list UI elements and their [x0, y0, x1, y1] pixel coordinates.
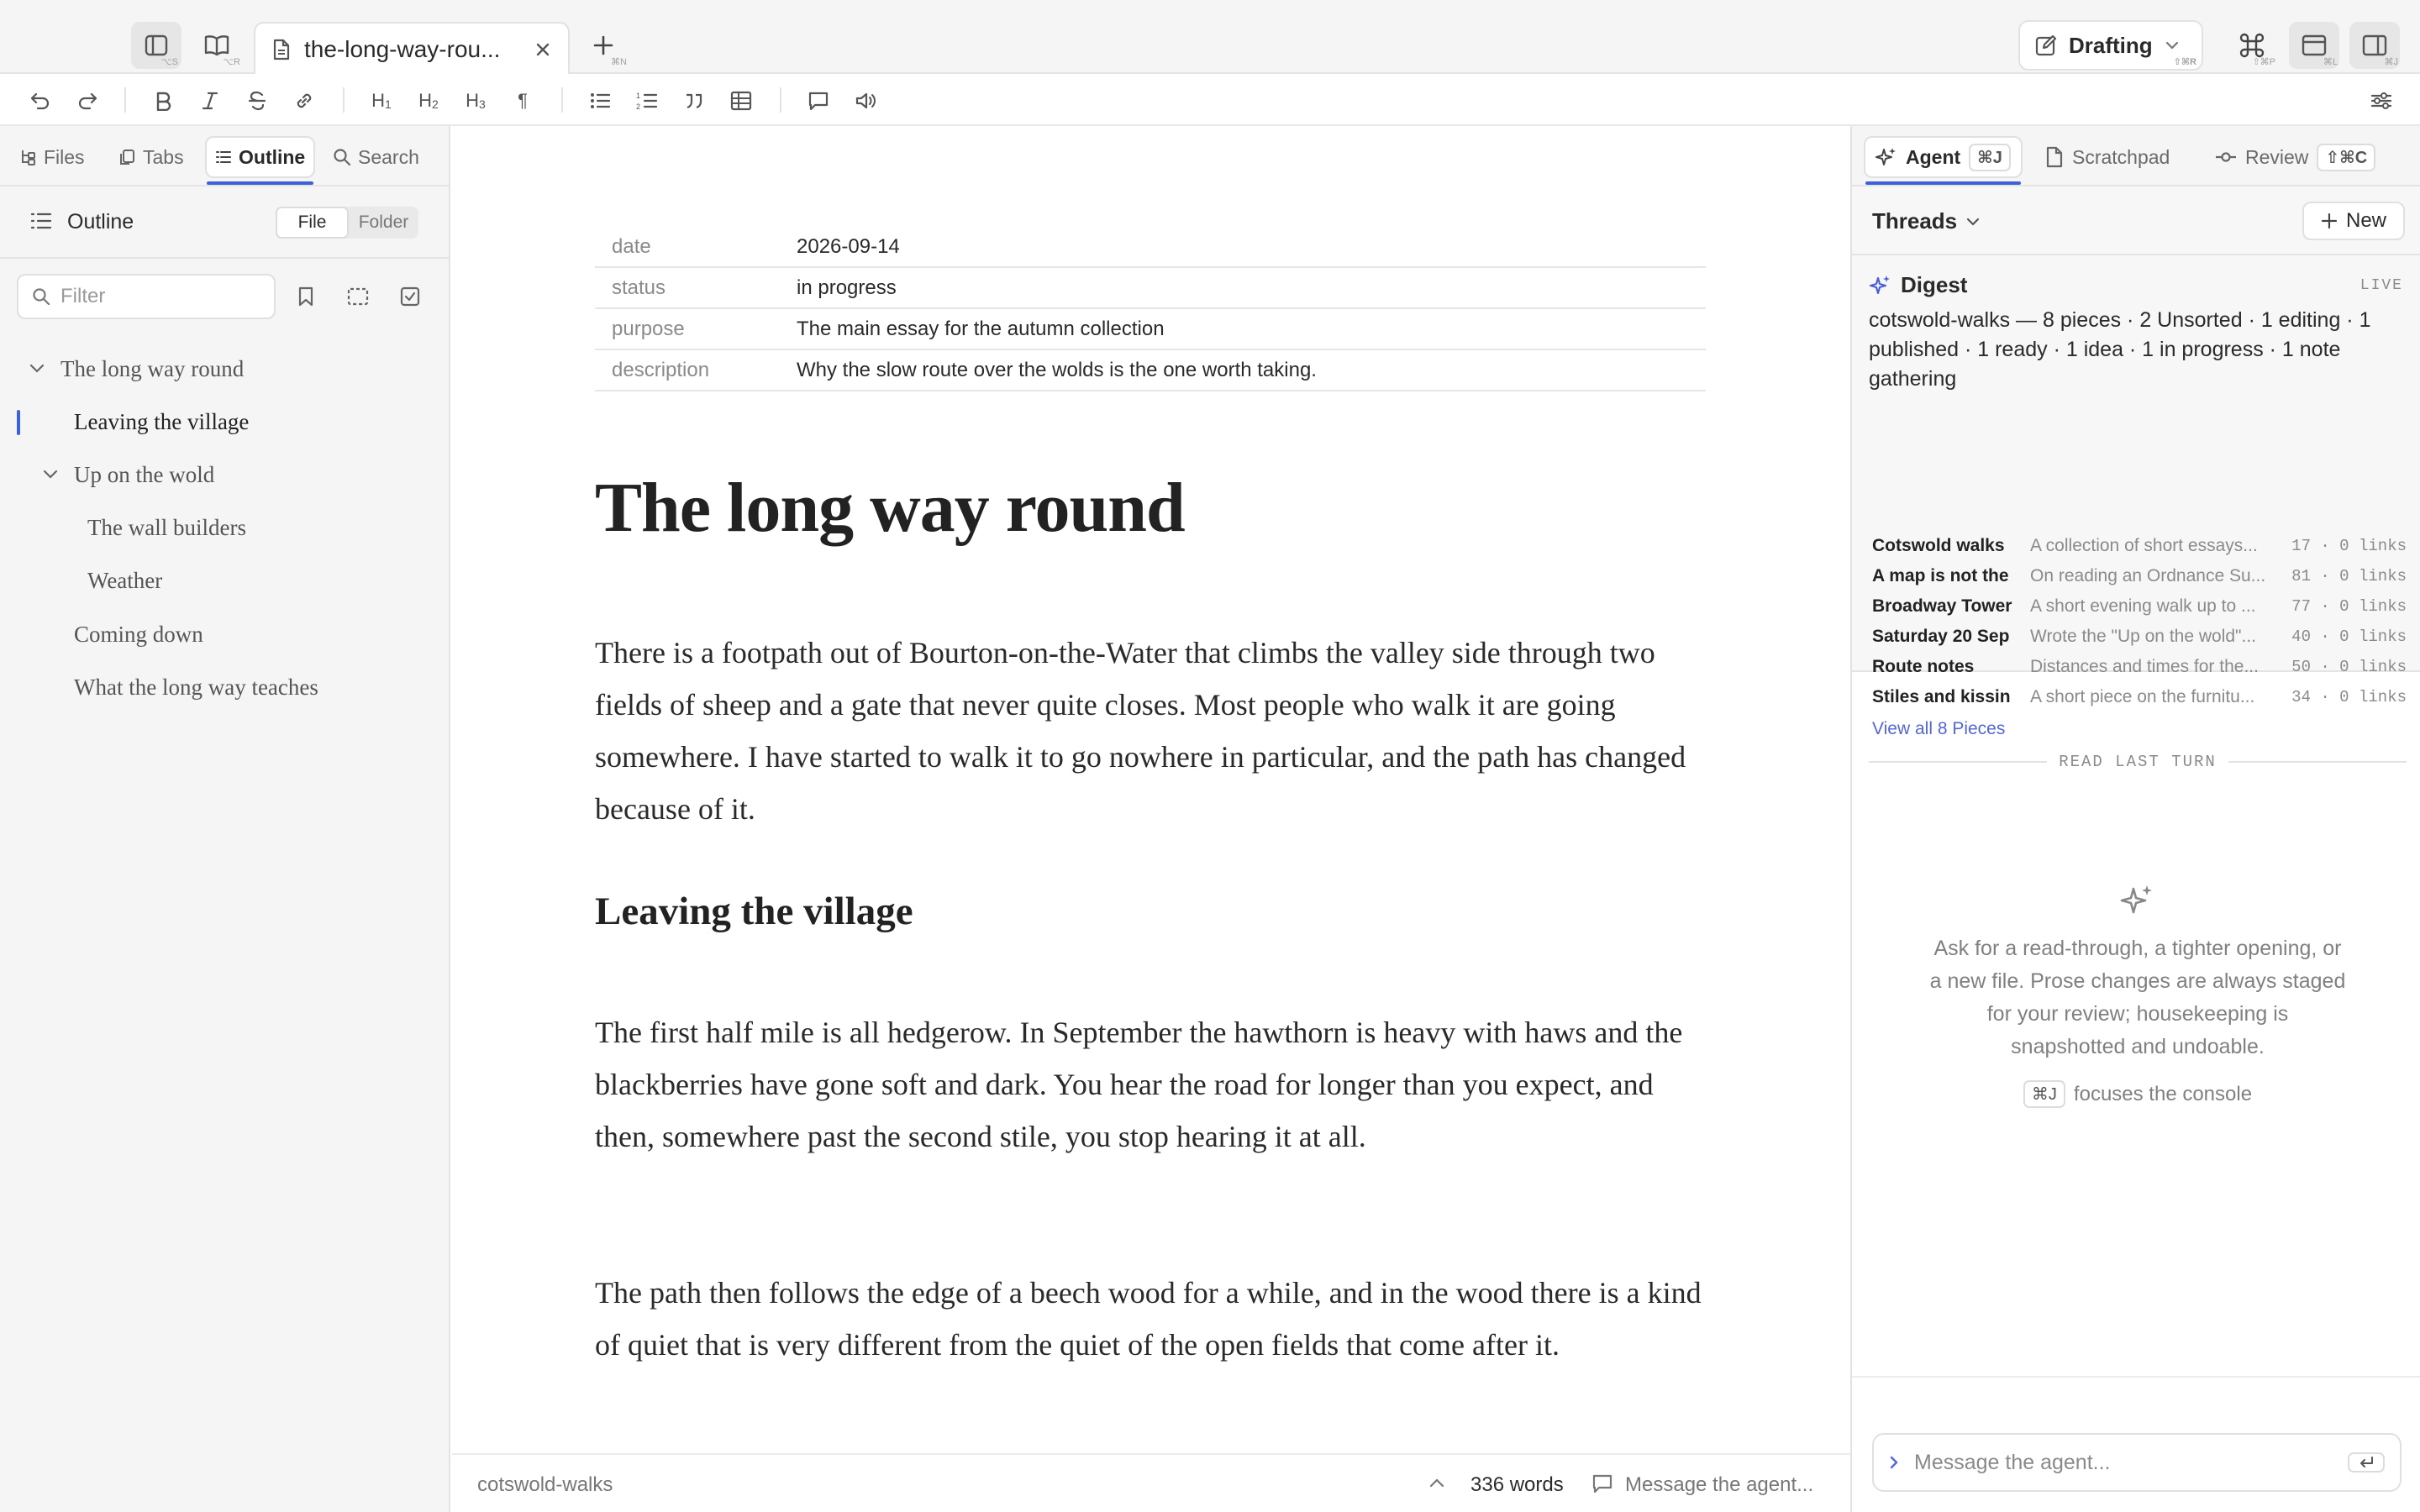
property-key: description: [612, 358, 710, 381]
toggle-sidebar-button[interactable]: [131, 22, 182, 69]
copy-icon: [118, 149, 136, 165]
format-toolbar: [0, 74, 2420, 126]
h2-icon: $H_2$: [418, 90, 439, 111]
piece-description: A short piece on the furnitu...: [2030, 687, 2255, 706]
svg-text:2: 2: [636, 102, 641, 111]
reader-shortcut: ⌥R: [223, 57, 240, 67]
outline-active-indicator: [17, 410, 20, 435]
threads-dropdown[interactable]: [1872, 208, 1981, 234]
composer-placeholder: Message the agent...: [1914, 1450, 2111, 1474]
empty-state-hint: [1928, 1080, 2348, 1108]
strikethrough-button[interactable]: [240, 84, 274, 118]
property-row[interactable]: [595, 268, 1706, 309]
sidebar-shortcut: ⌥S: [160, 57, 178, 67]
agent-message-input[interactable]: [1872, 1433, 2402, 1492]
read-last-turn-divider[interactable]: [1869, 749, 2407, 774]
file-tree-icon: [20, 149, 37, 165]
outline-item[interactable]: What the long way teaches: [74, 675, 318, 700]
digest-row[interactable]: [1872, 531, 2407, 561]
search-icon: [32, 287, 50, 306]
piece-description: On reading an Ordnance Su...: [2030, 566, 2266, 585]
piece-meta: 77 · 0 links: [2291, 597, 2407, 616]
piece-description: Distances and times for the...: [2030, 657, 2259, 676]
review-shortcut: ⇧⌘C: [2317, 144, 2375, 171]
pencil-square-icon: [2035, 34, 2057, 56]
dashed-square-icon: [347, 287, 369, 306]
piece-description: A collection of short essays...: [2030, 536, 2258, 555]
chevron-down-icon: [1965, 217, 1981, 227]
empty-hint-text: focuses the console: [2073, 1082, 2253, 1105]
paragraph-button[interactable]: [506, 84, 539, 118]
folder-name[interactable]: cotswold-walks: [477, 1473, 613, 1496]
sparkle-icon: [1876, 146, 1897, 168]
checkbox-icon: [400, 286, 420, 307]
word-count: 336 words: [1470, 1473, 1564, 1496]
toolbar-divider: [780, 87, 781, 113]
new-tab-button[interactable]: [578, 22, 629, 69]
close-icon[interactable]: [534, 41, 551, 58]
bullet-list-button[interactable]: [583, 84, 617, 118]
h1-icon: $H_1$: [371, 90, 392, 111]
outline-item[interactable]: Up on the wold: [74, 462, 215, 487]
numbered-list-icon: [636, 91, 658, 111]
empty-state-text: Ask for a read-through, a tighter opening, or a new file. Prose changes are always staged for your review; housekeeping is snapshotted and undoable.: [1929, 937, 2346, 1058]
property-value[interactable]: The main essay for the autumn collection: [797, 317, 1165, 340]
digest-row[interactable]: [1872, 561, 2407, 591]
property-value[interactable]: Why the slow route over the wolds is the one worth taking.: [797, 358, 1317, 381]
live-badge: LIVE: [2360, 277, 2403, 294]
threads-label: Threads: [1872, 208, 1958, 234]
italic-icon: [202, 91, 218, 111]
piece-description: Wrote the "Up on the wold"...: [2030, 627, 2256, 646]
property-row[interactable]: [595, 350, 1706, 391]
outline-scope-toggle: [276, 207, 418, 239]
new-tab-shortcut: ⌘N: [611, 57, 627, 67]
piece-description: A short evening walk up to ...: [2030, 596, 2256, 616]
outline-list-icon: [30, 212, 52, 230]
piece-title: A map is not the: [1872, 566, 2009, 585]
digest-row[interactable]: [1872, 591, 2407, 622]
plus-icon: [592, 34, 614, 56]
outline-title: Outline: [67, 210, 134, 234]
agent-shortcut: ⌘J: [1969, 144, 2011, 171]
chevron-down-icon[interactable]: [29, 363, 45, 375]
sparkle-icon: [2118, 882, 2157, 921]
undo-icon: [29, 92, 51, 110]
pilcrow-icon: ¶: [518, 90, 528, 111]
paragraph[interactable]: The first half mile is all hedgerow. In September the hawthorn is heavy with haws and the blackberries have gone soft and dark. You hear the road for longer than you expect, and then, somewhere past the second stile, you stop hearing it at all.: [595, 1016, 1683, 1153]
threads-header: [1852, 186, 2420, 255]
filter-placeholder: Filter: [60, 285, 106, 307]
bullet-list-icon: [589, 92, 611, 110]
task-filter-button[interactable]: [393, 284, 427, 309]
table-icon: [730, 91, 752, 111]
bold-icon: [155, 91, 171, 111]
digest-card: [1852, 255, 2420, 771]
piece-title: Stiles and kissin: [1872, 687, 2011, 706]
tab-tabs[interactable]: [109, 136, 192, 178]
file-icon: [272, 39, 291, 60]
sliders-icon: [2370, 92, 2392, 110]
toolbar-divider: [561, 87, 563, 113]
h3-icon: $H_3$: [466, 90, 486, 111]
scope-file-option[interactable]: File: [276, 207, 349, 239]
document-tab-title: the-long-way-rou...: [304, 36, 501, 62]
property-key: date: [612, 234, 651, 258]
new-thread-button[interactable]: [2302, 202, 2405, 240]
right-panel-icon: [2362, 34, 2387, 56]
left-sidebar: [0, 126, 450, 1512]
command-icon: [2239, 33, 2265, 58]
outline-item[interactable]: Weather: [87, 568, 163, 593]
tab-files[interactable]: [12, 136, 93, 178]
italic-button[interactable]: [193, 84, 227, 118]
bold-button[interactable]: [146, 84, 180, 118]
console-shortcut: ⌘J: [2023, 1080, 2065, 1108]
chevron-up-icon[interactable]: [1428, 1477, 1445, 1488]
send-button[interactable]: [2348, 1452, 2385, 1473]
agent-panel-tabs: [1852, 126, 2420, 186]
piece-title: Route notes: [1872, 657, 1975, 676]
property-key: purpose: [612, 317, 685, 340]
digest-row[interactable]: [1872, 622, 2407, 652]
enter-icon: [2358, 1456, 2375, 1469]
tab-outline[interactable]: [205, 136, 315, 178]
piece-title: Saturday 20 Sep: [1872, 627, 2010, 646]
layout-icon: [2302, 34, 2327, 56]
chevron-down-icon: [2165, 40, 2180, 50]
git-commit-icon: [2215, 151, 2237, 163]
tab-agent-label: Agent: [1906, 145, 1961, 168]
paragraph[interactable]: There is a footpath out of Bourton-on-the-Water that climbs the valley side through two fields of sheep and a gate that never quite closes. Most people who walk it are going somewhere. I have started to walk it to go nowhere in particular, and the path has changed because of it.: [595, 636, 1686, 826]
tab-agent[interactable]: [1864, 136, 2023, 178]
piece-meta: 34 · 0 links: [2291, 688, 2407, 706]
strikethrough-icon: [248, 91, 266, 111]
section-heading[interactable]: Leaving the village: [595, 890, 913, 933]
quote-icon: [684, 92, 704, 110]
outline-item[interactable]: Coming down: [74, 622, 203, 647]
agent-empty-state: [1928, 882, 2348, 1108]
tab-scratchpad[interactable]: [2035, 136, 2180, 178]
piece-meta: 17 · 0 links: [2291, 537, 2407, 555]
piece-title: Broadway Tower: [1872, 596, 2012, 616]
right-panel-shortcut: ⌘J: [2384, 57, 2398, 67]
chevron-right-icon: [1889, 1455, 1899, 1470]
speaker-icon: [855, 91, 876, 111]
document-title[interactable]: The long way round: [595, 469, 1185, 547]
layout-shortcut: ⌘L: [2323, 57, 2338, 67]
outline-filter-input[interactable]: [17, 274, 276, 319]
editor: [452, 126, 1850, 1453]
bookmark-icon: [297, 286, 314, 307]
layout-toggle-button[interactable]: [2289, 22, 2339, 69]
bookmark-filter-button[interactable]: [289, 284, 323, 309]
message-agent-link[interactable]: Message the agent...: [1625, 1473, 1814, 1496]
heading-2-button[interactable]: [412, 84, 445, 118]
sparkle-icon: [1869, 274, 1892, 297]
document-tab[interactable]: [254, 22, 570, 76]
property-value[interactable]: 2026-09-14: [797, 234, 900, 258]
digest-header: [1869, 272, 1967, 298]
outline-item[interactable]: The wall builders: [87, 515, 246, 540]
property-row[interactable]: [595, 227, 1706, 268]
command-palette-button[interactable]: [2227, 22, 2277, 69]
piece-meta: 50 · 0 links: [2291, 658, 2407, 676]
toolbar-divider: [343, 87, 345, 113]
mode-shortcut: ⇧⌘R: [2173, 57, 2196, 67]
digest-row[interactable]: [1872, 682, 2407, 712]
outline-item[interactable]: The long way round: [60, 356, 245, 381]
toolbar-settings-button[interactable]: [2365, 84, 2398, 118]
outline-item[interactable]: Leaving the village: [74, 409, 250, 434]
selection-filter-button[interactable]: [341, 284, 375, 309]
tab-review-label: Review: [2245, 145, 2309, 168]
divider-line: [1869, 761, 2047, 763]
book-open-icon: [204, 34, 229, 56]
read-aloud-button[interactable]: [849, 84, 882, 118]
tab-files-label: Files: [44, 145, 85, 168]
comment-button[interactable]: [802, 84, 835, 118]
tab-outline-label: Outline: [239, 145, 306, 168]
outline-header: [0, 186, 450, 259]
toolbar-divider: [124, 87, 126, 113]
tab-search[interactable]: [324, 136, 428, 178]
sidebar-icon: [145, 34, 168, 56]
table-button[interactable]: [724, 84, 758, 118]
new-thread-label: New: [2345, 209, 2386, 232]
list-icon: [215, 150, 232, 165]
piece-title: Cotswold walks: [1872, 536, 2005, 555]
link-button[interactable]: [287, 84, 321, 118]
piece-meta: 40 · 0 links: [2291, 627, 2407, 646]
tab-review[interactable]: [2205, 136, 2386, 178]
status-bar: [452, 1453, 1850, 1512]
chevron-down-icon[interactable]: [42, 469, 59, 480]
quote-button[interactable]: [677, 84, 711, 118]
read-last-turn-label: READ LAST TURN: [2059, 753, 2217, 771]
paragraph[interactable]: The path then follows the edge of a beech wood for a while, and in the wood there is a kind of quiet that is very different from the quiet of the open fields that come after it.: [595, 1276, 1702, 1362]
agent-panel: [1850, 126, 2420, 1512]
property-key: status: [612, 276, 666, 299]
divider-line: [2228, 761, 2407, 763]
svg-text:1: 1: [636, 92, 641, 100]
properties-table: [595, 227, 1706, 391]
property-value[interactable]: in progress: [797, 276, 897, 299]
mode-select[interactable]: [2018, 20, 2203, 71]
numbered-list-button[interactable]: [630, 84, 664, 118]
composer-divider: [1852, 1376, 2420, 1378]
undo-button[interactable]: [24, 84, 57, 118]
tab-scratchpad-label: Scratchpad: [2072, 145, 2170, 168]
redo-button[interactable]: [71, 84, 104, 118]
tab-search-label: Search: [358, 145, 419, 168]
reader-mode-button[interactable]: [192, 22, 242, 69]
digest-row[interactable]: [1872, 652, 2407, 682]
tab-tabs-label: Tabs: [143, 145, 184, 168]
comment-icon: [808, 91, 829, 111]
file-icon: [2045, 146, 2064, 168]
search-icon: [333, 148, 351, 166]
view-all-pieces-link[interactable]: View all 8 Pieces: [1872, 719, 2006, 738]
toggle-right-panel-button[interactable]: [2349, 22, 2400, 69]
heading-3-button[interactable]: [459, 84, 492, 118]
digest-title: Digest: [1901, 272, 1968, 297]
left-sidebar-tabs: [0, 126, 450, 186]
heading-1-button[interactable]: [365, 84, 398, 118]
property-row[interactable]: [595, 309, 1706, 350]
comment-icon: [1591, 1473, 1613, 1494]
title-bar: [0, 0, 2420, 74]
piece-meta: 81 · 0 links: [2291, 567, 2407, 585]
link-icon: [293, 90, 315, 112]
plus-icon: [2321, 213, 2338, 229]
command-shortcut: ⇧⌘P: [2252, 57, 2275, 67]
scope-folder-option[interactable]: Folder: [358, 213, 409, 232]
digest-summary: cotswold-walks — 8 pieces · 2 Unsorted · 1 editing · 1 published · 1 ready · 1 idea · 1 in progress · 1 note gathering: [1869, 308, 2371, 391]
redo-icon: [76, 92, 98, 110]
mode-label: Drafting: [2069, 32, 2153, 58]
